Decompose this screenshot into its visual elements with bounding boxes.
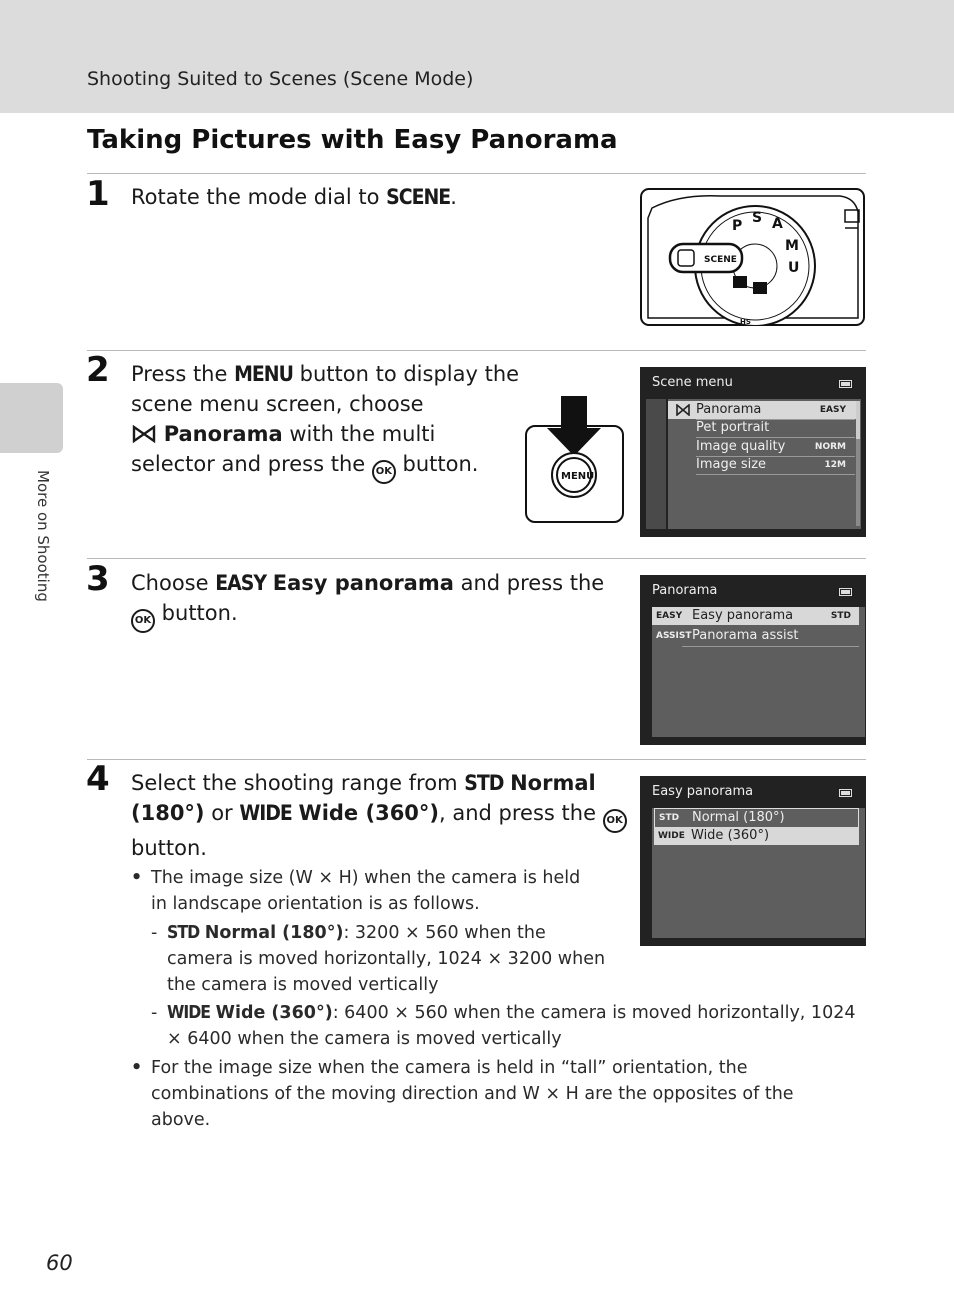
normal-180-icon: STD bbox=[464, 771, 504, 795]
dial-letter-u: U bbox=[788, 260, 800, 276]
std-badge: STD bbox=[830, 611, 851, 621]
chapter-tab bbox=[0, 383, 63, 453]
std-icon: STD bbox=[659, 813, 680, 823]
easy-icon: EASY bbox=[656, 611, 683, 621]
dial-scene-label: SCENE bbox=[704, 255, 737, 265]
mode-dial-illustration bbox=[640, 188, 865, 326]
divider bbox=[87, 558, 866, 559]
menu-item-easy-panorama[interactable]: EASY Easy panorama STD bbox=[652, 607, 859, 625]
battery-icon bbox=[839, 588, 852, 596]
ok-button-icon: OK bbox=[372, 460, 396, 484]
menu-item-image-quality[interactable]: Image quality NORM bbox=[696, 439, 846, 454]
assist-icon: ASSIST bbox=[656, 631, 692, 641]
wide-360-icon: WIDE bbox=[239, 801, 292, 825]
scrollbar-thumb[interactable] bbox=[856, 401, 860, 439]
bullet-image-size: • The image size (W × H) when the camera is held in landscape orientation is as follows. bbox=[131, 868, 581, 914]
dial-hs-label: HS bbox=[740, 318, 751, 326]
panorama-icon bbox=[676, 404, 690, 416]
easy-icon: EASY bbox=[215, 571, 267, 595]
step-number-4: 4 bbox=[86, 759, 110, 799]
wide-icon: WIDE bbox=[167, 1003, 211, 1023]
dial-letter-p: P bbox=[732, 218, 743, 234]
screen-title: Easy panorama bbox=[652, 784, 754, 799]
screen-title: Scene menu bbox=[652, 375, 733, 390]
battery-icon bbox=[839, 789, 852, 797]
sub-bullet-wide: - WIDE Wide (360°): 6400 × 560 when the camera is moved horizontally, 1024 × 6400 when the camera is moved vertically bbox=[151, 1003, 856, 1049]
menu-item-normal-180[interactable]: STD Normal (180°) bbox=[654, 808, 859, 828]
menu-tab-column bbox=[646, 399, 666, 529]
menu-list bbox=[668, 399, 861, 529]
dial-letter-m: M bbox=[785, 238, 799, 254]
sub-bullet-normal: - STD Normal (180°): 3200 × 560 when the camera is moved horizontally, 1024 × 3200 when the camera is moved vertically bbox=[151, 923, 606, 995]
panorama-icon bbox=[131, 423, 157, 445]
divider bbox=[87, 759, 866, 760]
page-number: 60 bbox=[46, 1251, 73, 1275]
step-number-1: 1 bbox=[86, 174, 110, 214]
ok-button-icon: OK bbox=[603, 809, 627, 833]
step-number-3: 3 bbox=[86, 559, 110, 599]
screen-title: Panorama bbox=[652, 583, 718, 598]
press-arrow-icon bbox=[525, 394, 624, 524]
std-icon: STD bbox=[167, 923, 200, 943]
menu-item-panorama[interactable]: Panorama EASY bbox=[668, 401, 856, 419]
menu-button-icon: MENU bbox=[234, 362, 293, 386]
battery-icon bbox=[839, 380, 852, 388]
menu-item-image-size[interactable]: Image size 12M bbox=[696, 457, 846, 472]
menu-button-illustration bbox=[525, 394, 624, 524]
step-2-text: Press the MENU button to display the scene menu screen, choose Panorama with the multi selector and press the OK button. bbox=[131, 359, 519, 484]
menu-item-panorama-assist[interactable]: ASSIST Panorama assist bbox=[656, 628, 799, 643]
chapter-label: More on Shooting bbox=[34, 470, 52, 602]
norm-badge: NORM bbox=[814, 442, 846, 452]
menu-label: MENU bbox=[561, 471, 595, 482]
easy-badge: EASY bbox=[819, 405, 846, 415]
easy-panorama-screen bbox=[640, 776, 866, 946]
step-number-2: 2 bbox=[86, 350, 110, 390]
step-3-text: Choose EASY Easy panorama and press the OK button. bbox=[131, 568, 604, 633]
scene-mode-icon: SCENE bbox=[386, 185, 451, 209]
ok-button-icon: OK bbox=[131, 609, 155, 633]
section-title: Shooting Suited to Scenes (Scene Mode) bbox=[87, 68, 474, 90]
size-badge: 12M bbox=[824, 460, 846, 470]
menu-list bbox=[652, 607, 865, 737]
dial-letter-a: A bbox=[772, 216, 783, 232]
header-band bbox=[0, 0, 954, 113]
step-4-text: Select the shooting range from STD Normal (180°) or WIDE Wide (360°), and press the OK button. bbox=[131, 768, 627, 863]
bullet-tall-orientation: • For the image size when the camera is held in “tall” orientation, the combinations of the moving direction and W × H are the opposites of the above. bbox=[131, 1058, 794, 1130]
step-1-text: Rotate the mode dial to SCENE. bbox=[131, 185, 457, 209]
page-title: Taking Pictures with Easy Panorama bbox=[87, 125, 618, 155]
mode-dial-icon bbox=[640, 188, 865, 326]
scene-menu-screen bbox=[640, 367, 866, 537]
menu-item-wide-360[interactable]: WIDE Wide (360°) bbox=[654, 827, 859, 845]
divider bbox=[87, 350, 866, 351]
dial-letter-s: S bbox=[752, 210, 763, 226]
menu-list bbox=[652, 808, 865, 938]
panorama-menu-screen bbox=[640, 575, 866, 745]
menu-item-pet-portrait[interactable]: Pet portrait bbox=[696, 420, 770, 435]
divider bbox=[87, 173, 866, 174]
wide-icon: WIDE bbox=[658, 831, 685, 841]
